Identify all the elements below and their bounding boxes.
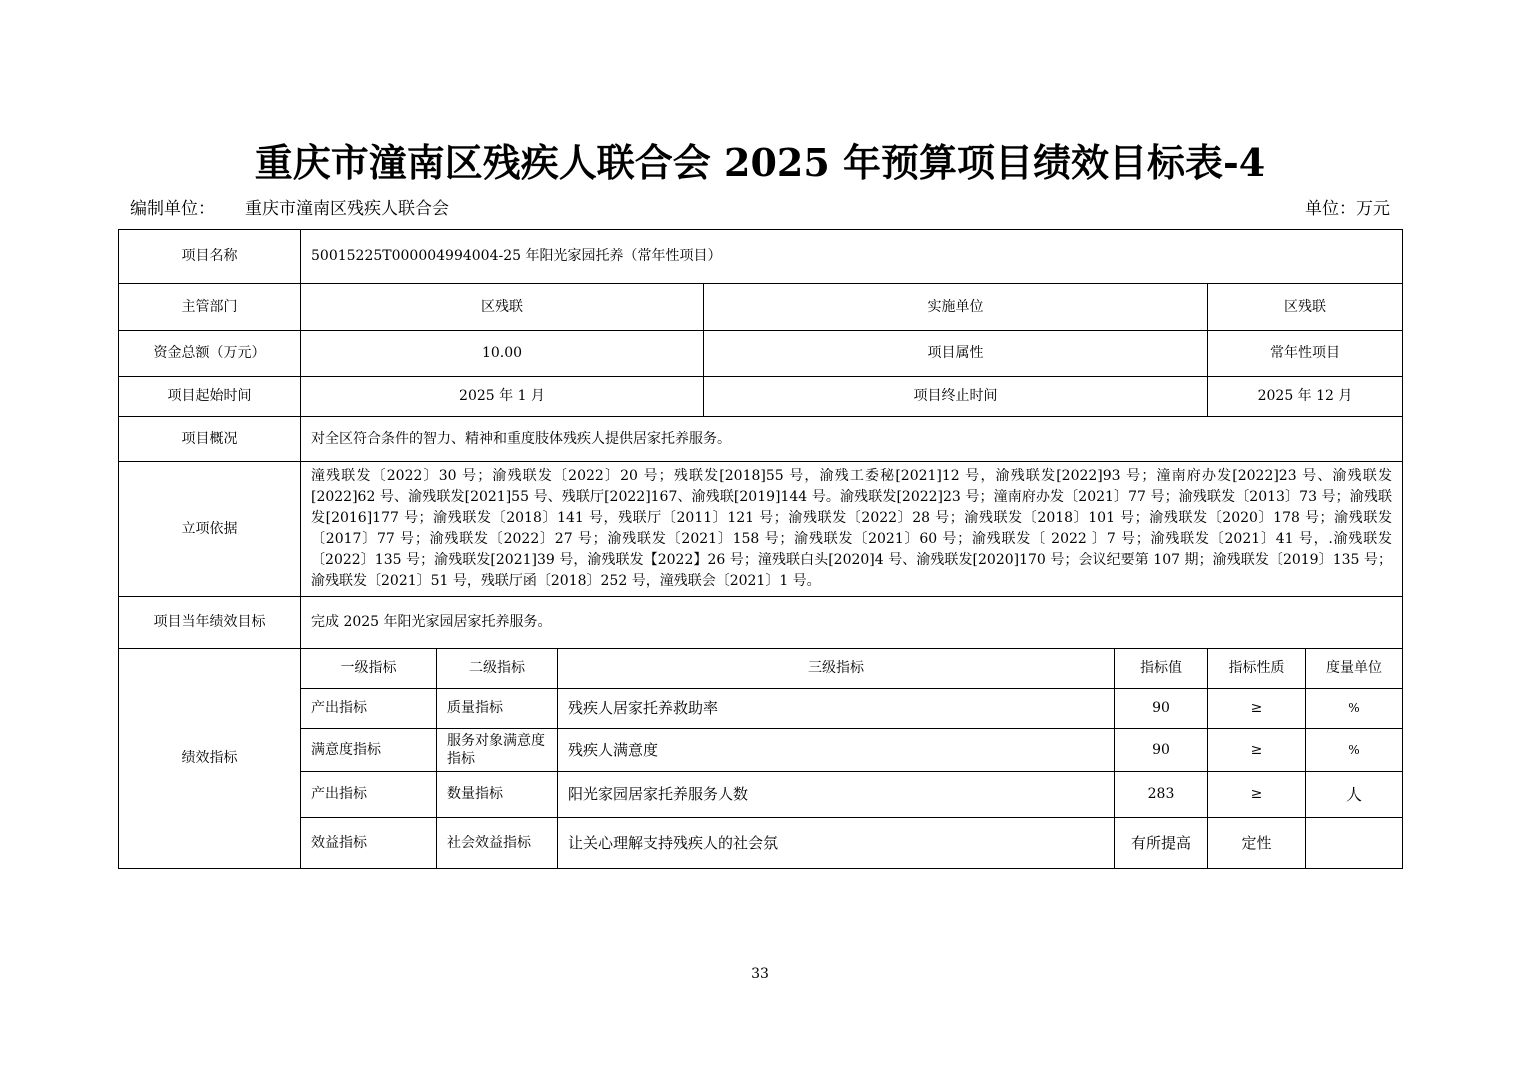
overview-label: 项目概况	[119, 417, 301, 462]
row-level1: 满意度指标	[301, 729, 437, 772]
page-title: 重庆市潼南区残疾人联合会 2025 年预算项目绩效目标表-4	[254, 140, 1266, 185]
fund-label: 资金总额（万元）	[119, 331, 301, 377]
dept-value: 区残联	[301, 284, 704, 331]
header-value: 指标值	[1115, 649, 1208, 689]
basis-value: 潼残联发〔2022〕30 号；渝残联发〔2022〕20 号；残联发[2018]55 号，渝残工委秘[2021]12 号，渝残联发[2022]93 号；潼南府办发[2022]23 号、渝残联发[2022]62 号、渝残联发[2021]55 号、残联厅[2022]167、渝残联[2019]144 号。渝残联发[2022]23 号；潼南府办发〔2021〕77 号；渝残联发〔2013〕73 号；渝残联发[2016]177 号；渝残联发〔2018〕141 号，残联厅〔2011〕121 号；渝残联发〔2022〕28 号；渝残联发〔2018〕101 号；渝残联发〔2020〕178 号；渝残联发〔2017〕77 号；渝残联发〔2022〕27 号；渝残联发〔2021〕158 号；渝残联发〔2021〕60 号；渝残联发〔 2022 〕7 号；渝残联发〔2021〕41 号，.渝残联发〔2022〕135 号；渝残联发[2021]39 号，渝残联发【2022】26 号；潼残联白头[2020]4 号、渝残联发[2020]170 号；会议纪要第 107 期；渝残联发〔2019〕135 号；渝残联发〔2021〕51 号，残联厅函〔2018〕252 号，潼残联会〔2021〕1 号。	[301, 462, 1403, 597]
header-level3: 三级指标	[558, 649, 1115, 689]
org-line	[130, 194, 449, 219]
impl-label: 实施单位	[704, 284, 1208, 331]
row-level2: 质量指标	[437, 689, 558, 729]
attr-label: 项目属性	[704, 331, 1208, 377]
project-name-value: 50015225T000004994004-25 年阳光家园托养（常年性项目）	[301, 230, 1403, 284]
table-row	[119, 772, 1403, 818]
basis-label: 立项依据	[119, 462, 301, 597]
header-nature: 指标性质	[1208, 649, 1306, 689]
row-value: 90	[1115, 689, 1208, 729]
overview-value: 对全区符合条件的智力、精神和重度肢体残疾人提供居家托养服务。	[301, 417, 1403, 462]
fund-value: 10.00	[301, 331, 704, 377]
row-unit: %	[1306, 689, 1403, 729]
row-level2: 数量指标	[437, 772, 558, 818]
table-row	[119, 729, 1403, 772]
table-row	[119, 689, 1403, 729]
budget-table	[118, 229, 1403, 869]
row-level1: 产出指标	[301, 689, 437, 729]
org-value: 重庆市潼南区残疾人联合会	[245, 199, 449, 219]
row-level3: 残疾人居家托养救助率	[558, 689, 1115, 729]
row-unit	[1306, 818, 1403, 869]
row-level1: 效益指标	[301, 818, 437, 869]
row-value: 有所提高	[1115, 818, 1208, 869]
performance-label: 绩效指标	[119, 649, 301, 869]
row-level1: 产出指标	[301, 772, 437, 818]
page-number: 33	[751, 966, 769, 982]
row-nature: ≥	[1208, 772, 1306, 818]
row-level3: 让关心理解支持残疾人的社会氛	[558, 818, 1115, 869]
row-value: 283	[1115, 772, 1208, 818]
start-value: 2025 年 1 月	[301, 377, 704, 417]
table-row	[119, 818, 1403, 869]
row-level3: 阳光家园居家托养服务人数	[558, 772, 1115, 818]
row-nature: ≥	[1208, 729, 1306, 772]
header-unit: 度量单位	[1306, 649, 1403, 689]
project-name-label: 项目名称	[119, 230, 301, 284]
row-value: 90	[1115, 729, 1208, 772]
unit-label: 单位：万元	[1305, 199, 1390, 219]
header-level1: 一级指标	[301, 649, 437, 689]
row-unit: %	[1306, 729, 1403, 772]
row-level2: 社会效益指标	[437, 818, 558, 869]
header-level2: 二级指标	[437, 649, 558, 689]
row-nature: ≥	[1208, 689, 1306, 729]
attr-value: 常年性项目	[1208, 331, 1403, 377]
row-unit: 人	[1306, 772, 1403, 818]
impl-value: 区残联	[1208, 284, 1403, 331]
end-label: 项目终止时间	[704, 377, 1208, 417]
org-label: 编制单位：	[130, 199, 215, 219]
dept-label: 主管部门	[119, 284, 301, 331]
goal-value: 完成 2025 年阳光家园居家托养服务。	[301, 597, 1403, 649]
row-nature: 定性	[1208, 818, 1306, 869]
row-level2: 服务对象满意度指标	[437, 729, 558, 772]
end-value: 2025 年 12 月	[1208, 377, 1403, 417]
goal-label: 项目当年绩效目标	[119, 597, 301, 649]
start-label: 项目起始时间	[119, 377, 301, 417]
row-level3: 残疾人满意度	[558, 729, 1115, 772]
